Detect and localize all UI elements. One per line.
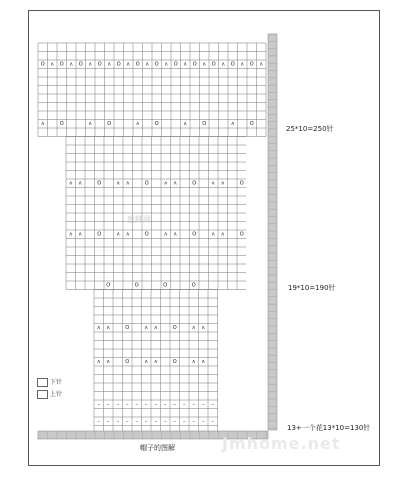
legend-label-purl: 上针 (50, 391, 63, 398)
stitch-symbol: – (211, 401, 214, 408)
stitch-symbol: O (97, 231, 102, 238)
stitch-symbol: O (211, 61, 216, 68)
stitch-symbol: ʌ (240, 61, 244, 68)
stitch-symbol: – (192, 401, 195, 408)
stitch-symbol: – (202, 418, 205, 425)
stitch-symbol: – (97, 418, 100, 425)
stitch-symbol: ʌ (78, 231, 82, 238)
stitch-symbol: O (135, 61, 140, 68)
stitch-symbol: O (249, 121, 254, 128)
stitch-symbol: ʌ (192, 359, 196, 366)
watermark-center: 蜜蜂网 (127, 215, 151, 224)
stitch-symbol: – (202, 401, 205, 408)
stitch-symbol: O (116, 61, 121, 68)
stitch-symbol: O (97, 61, 102, 68)
stitch-symbol: ʌ (97, 325, 101, 332)
stitch-symbol: – (135, 418, 138, 425)
stitch-symbol: O (125, 325, 130, 332)
stitch-symbol: ʌ (50, 61, 54, 68)
stitch-symbol: – (173, 418, 176, 425)
stitch-symbol: O (202, 121, 207, 128)
stitch-symbol: O (59, 61, 64, 68)
stitch-symbol: O (107, 121, 112, 128)
stitch-symbol: ʌ (164, 231, 168, 238)
stitch-symbol: ʌ (211, 180, 215, 187)
stitch-symbol: ʌ (183, 61, 187, 68)
stitch-symbol: – (164, 418, 167, 425)
stitch-symbol: ʌ (126, 180, 130, 187)
stitch-symbol: ʌ (154, 325, 158, 332)
chart-caption: 帽子的图解 (140, 444, 175, 452)
stitch-symbol: ʌ (107, 61, 111, 68)
stitch-symbol: – (154, 401, 157, 408)
stitch-symbol: ʌ (69, 231, 73, 238)
stitch-symbol: O (192, 231, 197, 238)
stitch-symbol: ʌ (221, 61, 225, 68)
stitch-symbol: ʌ (41, 121, 45, 128)
stitch-symbol: O (144, 231, 149, 238)
legend-label-knit: 下针 (50, 379, 63, 386)
stitch-symbol: – (192, 418, 195, 425)
stitch-symbol: – (126, 401, 129, 408)
stitch-symbol: – (126, 418, 129, 425)
row-label-middle: 19*10=190针 (288, 284, 336, 292)
stitch-symbol: ʌ (231, 121, 235, 128)
stitch-symbol: O (97, 180, 102, 187)
stitch-symbol: O (191, 282, 196, 289)
stitch-symbol: ʌ (192, 325, 196, 332)
stitch-symbol: – (173, 401, 176, 408)
stitch-symbol: O (173, 61, 178, 68)
stitch-symbol: ʌ (144, 325, 148, 332)
stitch-symbol: ʌ (136, 121, 140, 128)
stitch-symbol: – (135, 401, 138, 408)
stitch-symbol: – (145, 401, 148, 408)
stitch-symbol: – (107, 418, 110, 425)
stitch-symbol: ʌ (173, 231, 177, 238)
row-number-strip (268, 34, 277, 430)
stitch-symbol: ʌ (69, 180, 73, 187)
stitch-symbol: ʌ (201, 325, 205, 332)
stitch-symbol: O (239, 231, 244, 238)
row-label-top: 25*10=250针 (286, 125, 334, 133)
stitch-symbol: O (144, 180, 149, 187)
stitch-symbol: ʌ (259, 61, 263, 68)
stitch-symbol: ʌ (116, 231, 120, 238)
stitch-symbol: O (154, 121, 159, 128)
stitch-symbol: O (172, 359, 177, 366)
stitch-symbol: ʌ (126, 231, 130, 238)
stitch-symbol: – (107, 401, 110, 408)
stitch-symbol: ʌ (211, 231, 215, 238)
stitch-symbol: O (106, 282, 111, 289)
stitch-symbol: ʌ (145, 61, 149, 68)
stitch-symbol: ʌ (88, 61, 92, 68)
stitch-symbol: O (163, 282, 168, 289)
stitch-symbol: – (154, 418, 157, 425)
stitch-symbol: ʌ (116, 180, 120, 187)
stitch-symbol: O (134, 282, 139, 289)
stitch-symbol: – (116, 401, 119, 408)
stitch-symbol: O (230, 61, 235, 68)
stitch-symbol: ʌ (201, 359, 205, 366)
stitch-symbol: – (116, 418, 119, 425)
stitch-symbol: – (97, 401, 100, 408)
stitch-symbol: ʌ (106, 325, 110, 332)
stitch-symbol: – (164, 401, 167, 408)
stitch-symbol: O (192, 61, 197, 68)
stitch-symbol: ʌ (221, 180, 225, 187)
stitch-symbol: ʌ (88, 121, 92, 128)
row-label-bottom: 13+一个花13*10=130针 (287, 424, 371, 432)
watermark: Jmhome.net (222, 434, 341, 453)
stitch-symbol: ʌ (173, 180, 177, 187)
stitch-symbol: – (145, 418, 148, 425)
stitch-symbol: – (183, 401, 186, 408)
stitch-symbol: ʌ (126, 61, 130, 68)
stitch-symbol: O (249, 61, 254, 68)
legend-item-purl (37, 389, 62, 399)
stitch-symbol: ʌ (164, 180, 168, 187)
stitch-symbol: O (172, 325, 177, 332)
stitch-symbol: O (239, 180, 244, 187)
stitch-symbol: O (154, 61, 159, 68)
stitch-symbol: O (59, 121, 64, 128)
stitch-symbol: O (125, 359, 130, 366)
legend-item-knit (37, 377, 62, 387)
stitch-symbol: ʌ (106, 359, 110, 366)
stitch-symbol: ʌ (78, 180, 82, 187)
stitch-symbol: O (40, 61, 45, 68)
stitch-symbol: ʌ (69, 61, 73, 68)
stitch-symbol: – (183, 418, 186, 425)
stitch-symbol: O (78, 61, 83, 68)
stitch-symbol: ʌ (183, 121, 187, 128)
stitch-symbol: ʌ (97, 359, 101, 366)
stitch-symbol: ʌ (221, 231, 225, 238)
stitch-symbol: ʌ (144, 359, 148, 366)
stitch-symbol: ʌ (164, 61, 168, 68)
stitch-symbol: – (211, 418, 214, 425)
stitch-symbol: O (192, 180, 197, 187)
stitch-symbol: ʌ (202, 61, 206, 68)
grid-section-middle (66, 137, 246, 290)
stitch-symbol: ʌ (154, 359, 158, 366)
